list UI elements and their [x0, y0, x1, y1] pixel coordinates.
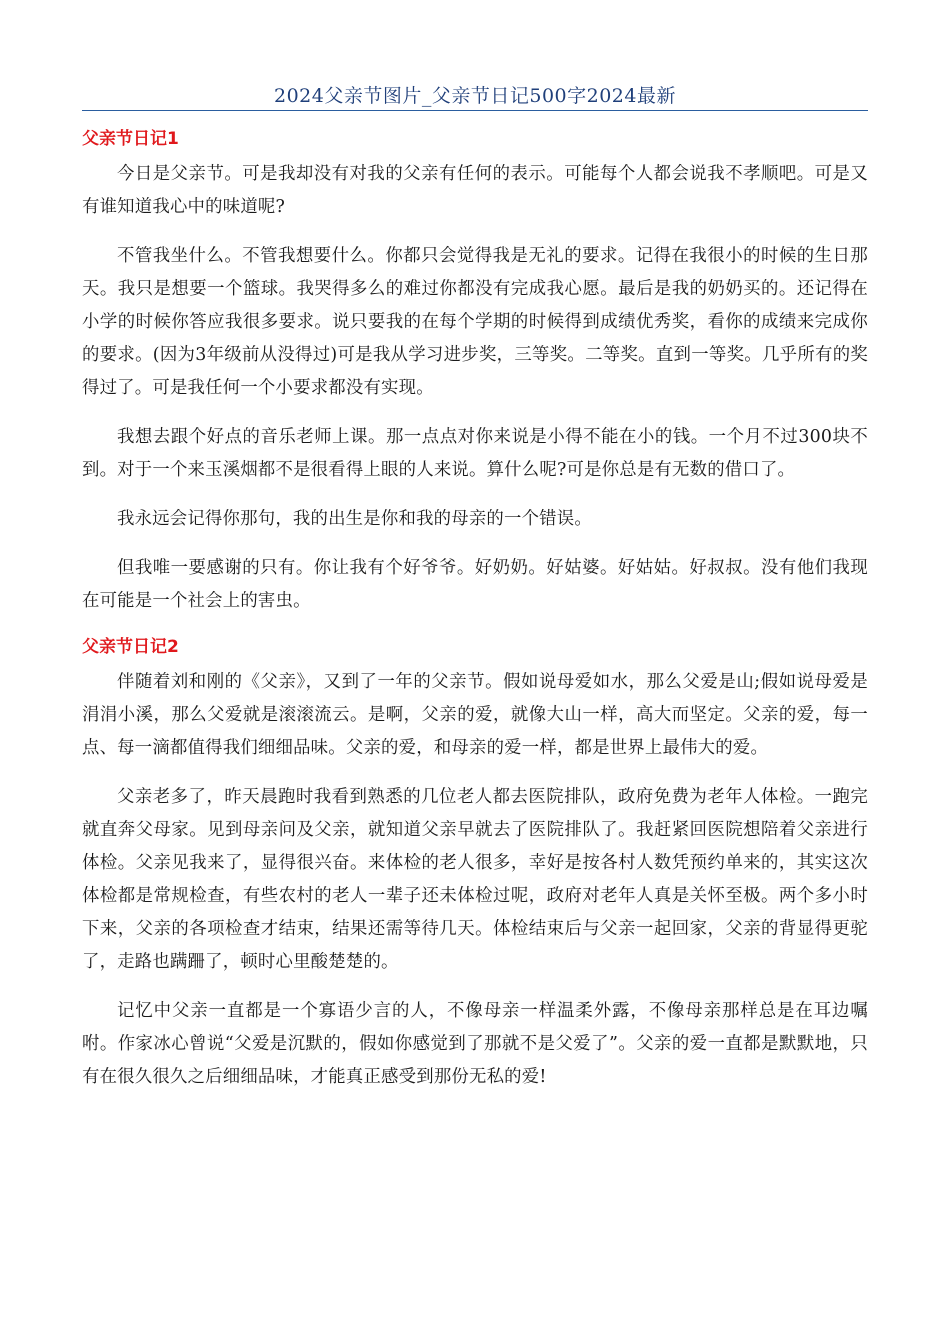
paragraph: 我想去跟个好点的音乐老师上课。那一点点对你来说是小得不能在小的钱。一个月不过300块不到。对于一个来玉溪烟都不是很看得上眼的人来说。算什么呢?可是你总是有无数的借口了。	[82, 427, 868, 480]
paragraph: 父亲老多了，昨天晨跑时我看到熟悉的几位老人都去医院排队，政府免费为老年人体检。一跑完就直奔父母家。见到母亲问及父亲，就知道父亲早就去了医院排队了。我赶紧回医院想陪着父亲进行体检。父亲见我来了，显得很兴奋。来体检的老人很多，幸好是按各村人数凭预约单来的，其实这次体检都是常规检查，有些农村的老人一辈子还未体检过呢，政府对老年人真是关怀至极。两个多小时下来，父亲的各项检查才结束，结果还需等待几天。体检结束后与父亲一起回家，父亲的背显得更驼了，走路也蹒跚了，顿时心里酸楚楚的。	[82, 787, 868, 972]
diary-section-1	[82, 126, 868, 618]
document-body	[82, 126, 868, 1110]
header-divider	[82, 110, 868, 111]
paragraph: 不管我坐什么。不管我想要什么。你都只会觉得我是无礼的要求。记得在我很小的时候的生日那天。我只是想要一个篮球。我哭得多么的难过你都没有完成我心愿。最后是我的奶奶买的。还记得在小学的时候你答应我很多要求。说只要我的在每个学期的时候得到成绩优秀奖，看你的成绩来完成你的要求。(因为3年级前从没得过)可是我从学习进步奖，三等奖。二等奖。直到一等奖。几乎所有的奖得过了。可是我任何一个小要求都没有实现。	[82, 246, 868, 398]
diary-section-2	[82, 634, 868, 1094]
section-heading: 父亲节日记2	[82, 637, 179, 657]
paragraph: 我永远会记得你那句，我的出生是你和我的母亲的一个错误。	[117, 509, 592, 529]
paragraph: 记忆中父亲一直都是一个寡语少言的人，不像母亲一样温柔外露，不像母亲那样总是在耳边嘱咐。作家冰心曾说“父爱是沉默的，假如你感觉到了那就不是父爱了”。父亲的爱一直都是默默地，只有在很久很久之后细细品味，才能真正感受到那份无私的爱!	[82, 1001, 868, 1087]
paragraph: 今日是父亲节。可是我却没有对我的父亲有任何的表示。可能每个人都会说我不孝顺吧。可是又有谁知道我心中的味道呢?	[82, 164, 868, 217]
page-header-title: 2024父亲节图片_父亲节日记500字2024最新	[274, 85, 676, 107]
paragraph: 但我唯一要感谢的只有。你让我有个好爷爷。好奶奶。好姑婆。好姑姑。好叔叔。没有他们我现在可能是一个社会上的害虫。	[82, 558, 868, 611]
section-heading: 父亲节日记1	[82, 129, 179, 149]
paragraph: 伴随着刘和刚的《父亲》，又到了一年的父亲节。假如说母爱如水，那么父爱是山;假如说母爱是涓涓小溪，那么父爱就是滚滚流云。是啊，父亲的爱，就像大山一样，高大而坚定。父亲的爱，每一点、每一滴都值得我们细细品味。父亲的爱，和母亲的爱一样，都是世界上最伟大的爱。	[82, 672, 868, 758]
